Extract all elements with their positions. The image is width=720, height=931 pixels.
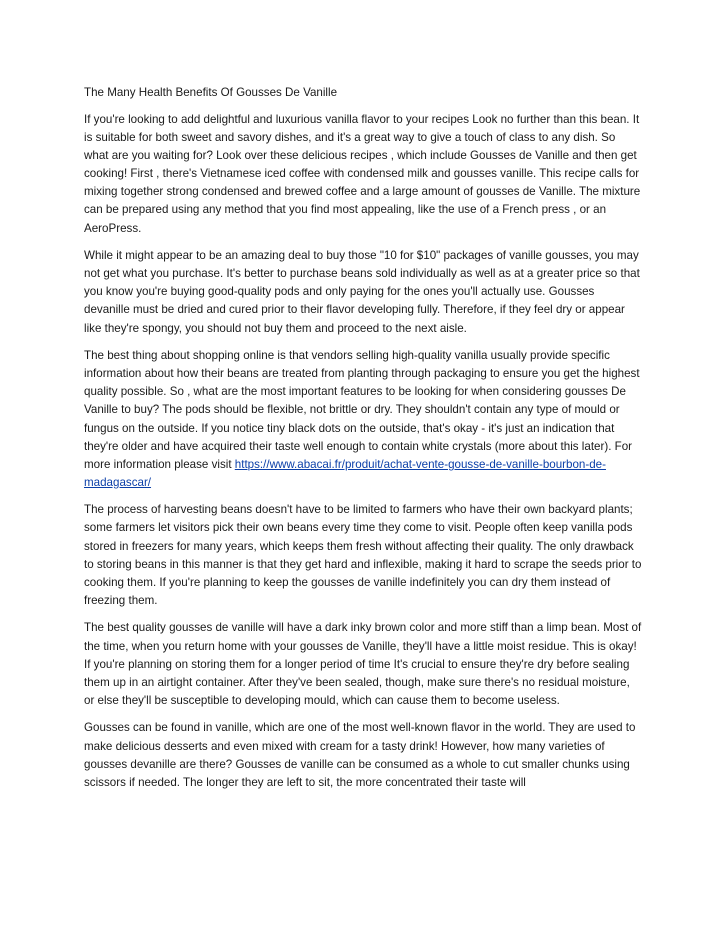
- paragraph-3: [84, 347, 642, 492]
- product-link[interactable]: https://www.abacai.fr/produit/achat-vente-gousse-de-vanille-bourbon-de-madagascar/: [84, 457, 606, 489]
- paragraph-3-text: The best thing about shopping online is that vendors selling high-quality vanilla usually provide specific information about how their beans are treated from planting through packaging to ensure you get the highest quality possible. So , what are the most important features to be looking for when considering gousses De Vanille to buy? The pods should be flexible, not brittle or dry. They shouldn't contain any type of mould or fungus on the outside. If you notice tiny black dots on the outside, that's okay - it's just an indication that they're older and have acquired their taste well enough to contain white crystals (more about this later). For more information please visit: [84, 349, 640, 471]
- paragraph-5: The best quality gousses de vanille will have a dark inky brown color and more stiff than a limp bean. Most of the time, when you return home with your gousses de Vanille, they'll have a little moist residue. This is okay! If you're planning on storing them for a longer period of time It's crucial to ensure they're dry before sealing them up in an airtight container. After they've been sealed, though, make sure there's no residual moisture, or else they'll be susceptible to developing mould, which can cause them to become useless.: [84, 621, 642, 707]
- paragraph-2: While it might appear to be an amazing deal to buy those "10 for $10" packages of vanille gousses, you may not get what you purchase. It's better to purchase beans sold individually as well as at a greater price so that you know you're buying good-quality pods and only paying for the ones you'll actually use. Gousses devanille must be dried and cured prior to their flavor developing fully. Therefore, if they feel dry or appear like they're spongy, you should not buy them and proceed to the next aisle.: [84, 249, 640, 335]
- paragraph-6: Gousses can be found in vanille, which are one of the most well-known flavor in the world. They are used to make delicious desserts and even mixed with cream for a tasty drink! However, how many varieties of gousses devanille are there? Gousses de vanille can be consumed as a whole to cut smaller chunks using scissors if needed. The longer they are left to sit, the more concentrated their taste will: [84, 721, 636, 789]
- paragraph-1: If you're looking to add delightful and luxurious vanilla flavor to your recipes Look no further than this bean. It is suitable for both sweet and savory dishes, and it's a great way to give a touch of class to any dish. So what are you waiting for? Look over these delicious recipes , which include Gousses de Vanille and then get cooking! First , there's Vietnamese iced coffee with condensed milk and gousses vanille. This recipe calls for mixing together strong condensed and brewed coffee and a large amount of gousses de Vanille. The mixture can be prepared using any method that you find most appealing, like the use of a French press , or an AeroPress.: [84, 113, 641, 235]
- document-page: [84, 84, 642, 801]
- document-title: The Many Health Benefits Of Gousses De Vanille: [84, 86, 338, 99]
- paragraph-4: The process of harvesting beans doesn't have to be limited to farmers who have their own backyard plants; some farmers let visitors pick their own beans every time they come to visit. People often keep vanilla pods stored in freezers for many years, which keeps them fresh without affecting their quality. The only drawback to storing beans in this manner is that they get hard and inflexible, making it hard to scrape the seeds prior to cooking them. If you're planning to keep the gousses de vanille indefinitely you can dry them instead of freezing them.: [84, 503, 642, 607]
